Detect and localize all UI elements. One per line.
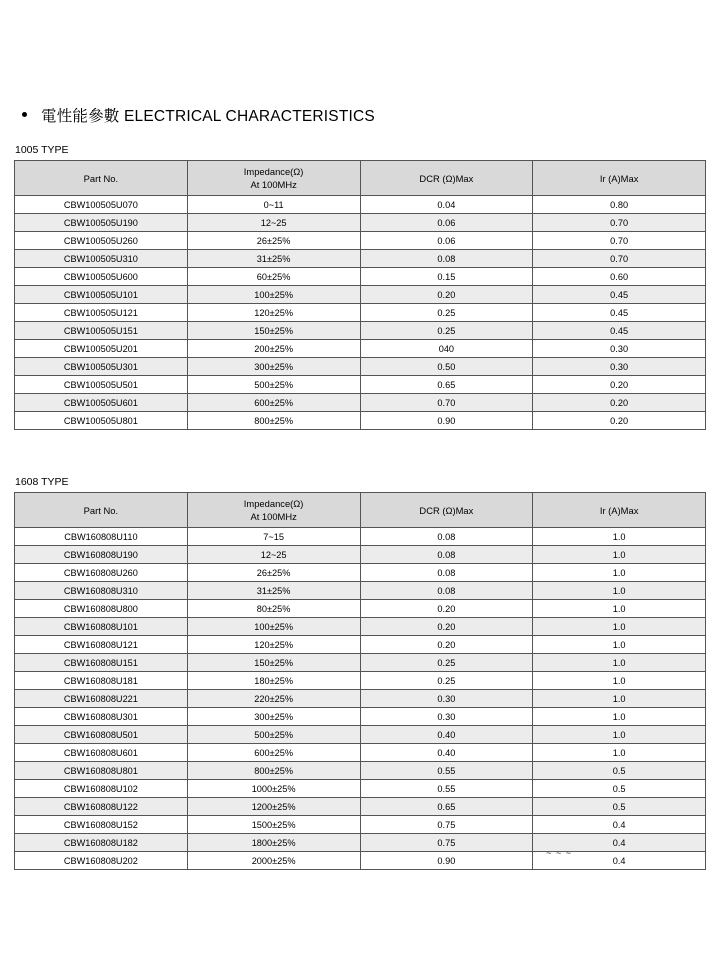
table-row [15, 600, 706, 618]
cell-ir: 1.0 [533, 618, 706, 636]
cell-impedance: 1800±25% [187, 834, 360, 852]
table-row [15, 322, 706, 340]
cell-ir: 0.4 [533, 852, 706, 870]
cell-ir: 0.45 [533, 304, 706, 322]
table-body-1005 [15, 196, 706, 430]
cell-impedance: 300±25% [187, 708, 360, 726]
cell-ir: 0.5 [533, 762, 706, 780]
cell-dcr: 0.25 [360, 672, 533, 690]
cell-ir: 1.0 [533, 636, 706, 654]
table-header-row [15, 493, 706, 528]
cell-ir: 1.0 [533, 528, 706, 546]
cell-impedance: 500±25% [187, 376, 360, 394]
cell-part-no: CBW100505U501 [15, 376, 188, 394]
cell-impedance: 26±25% [187, 232, 360, 250]
cell-impedance: 600±25% [187, 744, 360, 762]
cell-dcr: 0.15 [360, 268, 533, 286]
table-row [15, 564, 706, 582]
column-header-ir [533, 161, 706, 196]
table-row [15, 744, 706, 762]
table-row [15, 268, 706, 286]
cell-ir: 0.5 [533, 780, 706, 798]
cell-part-no: CBW160808U501 [15, 726, 188, 744]
cell-part-no: CBW160808U801 [15, 762, 188, 780]
table-body-1608 [15, 528, 706, 870]
cell-dcr: 0.25 [360, 654, 533, 672]
table-row [15, 762, 706, 780]
cell-part-no: CBW100505U121 [15, 304, 188, 322]
cell-impedance: 500±25% [187, 726, 360, 744]
cell-impedance: 12~25 [187, 214, 360, 232]
cell-dcr: 0.75 [360, 816, 533, 834]
cell-part-no: CBW160808U151 [15, 654, 188, 672]
cell-dcr: 0.06 [360, 214, 533, 232]
cell-ir: 0.5 [533, 798, 706, 816]
column-header-part-no [15, 161, 188, 196]
cell-dcr: 0.30 [360, 690, 533, 708]
table-row [15, 798, 706, 816]
column-header-line1: DCR (Ω)Max [419, 504, 474, 516]
table-row [15, 852, 706, 870]
cell-dcr: 0.90 [360, 412, 533, 430]
column-header-line1: Ir (A)Max [599, 172, 639, 184]
cell-dcr: 0.06 [360, 232, 533, 250]
cell-dcr: 0.30 [360, 708, 533, 726]
cell-part-no: CBW160808U190 [15, 546, 188, 564]
column-header-impedance [187, 161, 360, 196]
cell-part-no: CBW100505U190 [15, 214, 188, 232]
cell-dcr: 0.65 [360, 798, 533, 816]
table-header-1005 [15, 161, 706, 196]
table-row [15, 672, 706, 690]
table-label-1608: 1608 TYPE [15, 476, 69, 488]
bullet-icon [22, 112, 27, 117]
cell-part-no: CBW160808U202 [15, 852, 188, 870]
cell-dcr: 0.25 [360, 322, 533, 340]
cell-part-no: CBW160808U181 [15, 672, 188, 690]
page-title-text: 電性能參數 ELECTRICAL CHARACTERISTICS [41, 108, 375, 125]
table-row [15, 394, 706, 412]
cell-part-no: CBW160808U122 [15, 798, 188, 816]
cell-ir: 0.45 [533, 286, 706, 304]
cell-part-no: CBW100505U301 [15, 358, 188, 376]
cell-impedance: 31±25% [187, 250, 360, 268]
cell-part-no: CBW100505U260 [15, 232, 188, 250]
cell-ir: 0.20 [533, 412, 706, 430]
table-row [15, 250, 706, 268]
column-header-impedance [187, 493, 360, 528]
cell-ir: 1.0 [533, 546, 706, 564]
table-row [15, 196, 706, 214]
spec-table-1608 [14, 492, 706, 870]
cell-impedance: 120±25% [187, 304, 360, 322]
cell-dcr: 0.65 [360, 376, 533, 394]
cell-part-no: CBW100505U601 [15, 394, 188, 412]
cell-impedance: 1000±25% [187, 780, 360, 798]
table-row [15, 708, 706, 726]
cell-ir: 0.60 [533, 268, 706, 286]
cell-part-no: CBW160808U221 [15, 690, 188, 708]
cell-impedance: 800±25% [187, 762, 360, 780]
cell-ir: 1.0 [533, 726, 706, 744]
cell-impedance: 1500±25% [187, 816, 360, 834]
cell-ir: 1.0 [533, 744, 706, 762]
cell-dcr: 0.70 [360, 394, 533, 412]
table-header-row [15, 161, 706, 196]
table-row [15, 780, 706, 798]
cell-dcr: 0.40 [360, 744, 533, 762]
cell-impedance: 100±25% [187, 286, 360, 304]
table-row [15, 834, 706, 852]
column-header-line2: At 100MHz [250, 179, 297, 190]
cell-dcr: 0.25 [360, 304, 533, 322]
cell-part-no: CBW160808U800 [15, 600, 188, 618]
cell-ir: 0.45 [533, 322, 706, 340]
table-row [15, 286, 706, 304]
table-spacer [14, 430, 706, 458]
cell-impedance: 1200±25% [187, 798, 360, 816]
cell-part-no: CBW160808U101 [15, 618, 188, 636]
column-header-line1: DCR (Ω)Max [419, 172, 474, 184]
column-header-line1: Part No. [83, 172, 119, 184]
cell-dcr: 0.75 [360, 834, 533, 852]
column-header-line1: Impedance(Ω) [243, 166, 304, 177]
cell-impedance: 60±25% [187, 268, 360, 286]
cell-dcr: 0.08 [360, 250, 533, 268]
column-header-line1: Impedance(Ω) [243, 498, 304, 509]
cell-ir: 0.30 [533, 340, 706, 358]
cell-impedance: 26±25% [187, 564, 360, 582]
cell-ir: 0.4 [533, 816, 706, 834]
column-header-line1: Ir (A)Max [599, 504, 639, 516]
table-row [15, 528, 706, 546]
cell-part-no: CBW100505U070 [15, 196, 188, 214]
cell-ir: 1.0 [533, 654, 706, 672]
table-row [15, 582, 706, 600]
cell-part-no: CBW160808U301 [15, 708, 188, 726]
cell-impedance: 100±25% [187, 618, 360, 636]
cell-impedance: 12~25 [187, 546, 360, 564]
cell-dcr: 0.04 [360, 196, 533, 214]
table-row [15, 618, 706, 636]
cell-dcr: 040 [360, 340, 533, 358]
cell-impedance: 150±25% [187, 322, 360, 340]
cell-part-no: CBW100505U600 [15, 268, 188, 286]
cell-dcr: 0.90 [360, 852, 533, 870]
column-header-part-no [15, 493, 188, 528]
cell-ir: 0.20 [533, 376, 706, 394]
table-label-1005: 1005 TYPE [15, 144, 69, 156]
table-row [15, 690, 706, 708]
cell-dcr: 0.55 [360, 762, 533, 780]
table-row [15, 546, 706, 564]
cell-ir: 0.70 [533, 250, 706, 268]
cell-impedance: 2000±25% [187, 852, 360, 870]
table-row [15, 816, 706, 834]
table-row [15, 654, 706, 672]
cell-part-no: CBW160808U110 [15, 528, 188, 546]
cell-dcr: 0.20 [360, 618, 533, 636]
cell-impedance: 200±25% [187, 340, 360, 358]
column-header-line1: Part No. [83, 504, 119, 516]
cell-ir: 1.0 [533, 600, 706, 618]
cell-impedance: 0~11 [187, 196, 360, 214]
table-row [15, 340, 706, 358]
cell-impedance: 600±25% [187, 394, 360, 412]
cell-impedance: 80±25% [187, 600, 360, 618]
cell-ir: 0.20 [533, 394, 706, 412]
cell-ir: 1.0 [533, 690, 706, 708]
cell-part-no: CBW160808U152 [15, 816, 188, 834]
table-row [15, 376, 706, 394]
cell-part-no: CBW160808U121 [15, 636, 188, 654]
cell-impedance: 150±25% [187, 654, 360, 672]
cell-dcr: 0.20 [360, 286, 533, 304]
cell-part-no: CBW100505U801 [15, 412, 188, 430]
column-header-line2: At 100MHz [250, 511, 297, 522]
table-header-1608 [15, 493, 706, 528]
column-header-dcr [360, 493, 533, 528]
cell-impedance: 800±25% [187, 412, 360, 430]
cell-dcr: 0.08 [360, 582, 533, 600]
cell-dcr: 0.50 [360, 358, 533, 376]
page-title [14, 0, 706, 126]
cell-part-no: CBW160808U310 [15, 582, 188, 600]
table-row [15, 214, 706, 232]
cell-ir: 0.70 [533, 214, 706, 232]
cell-impedance: 300±25% [187, 358, 360, 376]
table-row [15, 304, 706, 322]
cell-dcr: 0.08 [360, 564, 533, 582]
column-header-dcr [360, 161, 533, 196]
table-row [15, 412, 706, 430]
table-row [15, 232, 706, 250]
cell-part-no: CBW100505U101 [15, 286, 188, 304]
table-row [15, 636, 706, 654]
cell-ir: 0.80 [533, 196, 706, 214]
cell-impedance: 180±25% [187, 672, 360, 690]
cell-ir: 0.30 [533, 358, 706, 376]
cell-part-no: CBW100505U151 [15, 322, 188, 340]
cell-part-no: CBW100505U310 [15, 250, 188, 268]
spec-table-1005 [14, 160, 706, 430]
cell-dcr: 0.08 [360, 546, 533, 564]
cell-impedance: 31±25% [187, 582, 360, 600]
table-row [15, 358, 706, 376]
cell-part-no: CBW160808U182 [15, 834, 188, 852]
cell-ir: 0.70 [533, 232, 706, 250]
cell-dcr: 0.40 [360, 726, 533, 744]
cell-ir: 1.0 [533, 672, 706, 690]
footer-mark: ~ ~ ~ [546, 848, 572, 858]
cell-part-no: CBW160808U260 [15, 564, 188, 582]
cell-impedance: 7~15 [187, 528, 360, 546]
cell-part-no: CBW160808U601 [15, 744, 188, 762]
cell-dcr: 0.20 [360, 636, 533, 654]
cell-ir: 0.4 [533, 834, 706, 852]
cell-part-no: CBW160808U102 [15, 780, 188, 798]
cell-ir: 1.0 [533, 564, 706, 582]
cell-part-no: CBW100505U201 [15, 340, 188, 358]
cell-dcr: 0.55 [360, 780, 533, 798]
cell-impedance: 120±25% [187, 636, 360, 654]
cell-ir: 1.0 [533, 582, 706, 600]
cell-ir: 1.0 [533, 708, 706, 726]
cell-dcr: 0.08 [360, 528, 533, 546]
cell-dcr: 0.20 [360, 600, 533, 618]
cell-impedance: 220±25% [187, 690, 360, 708]
column-header-ir [533, 493, 706, 528]
table-row [15, 726, 706, 744]
